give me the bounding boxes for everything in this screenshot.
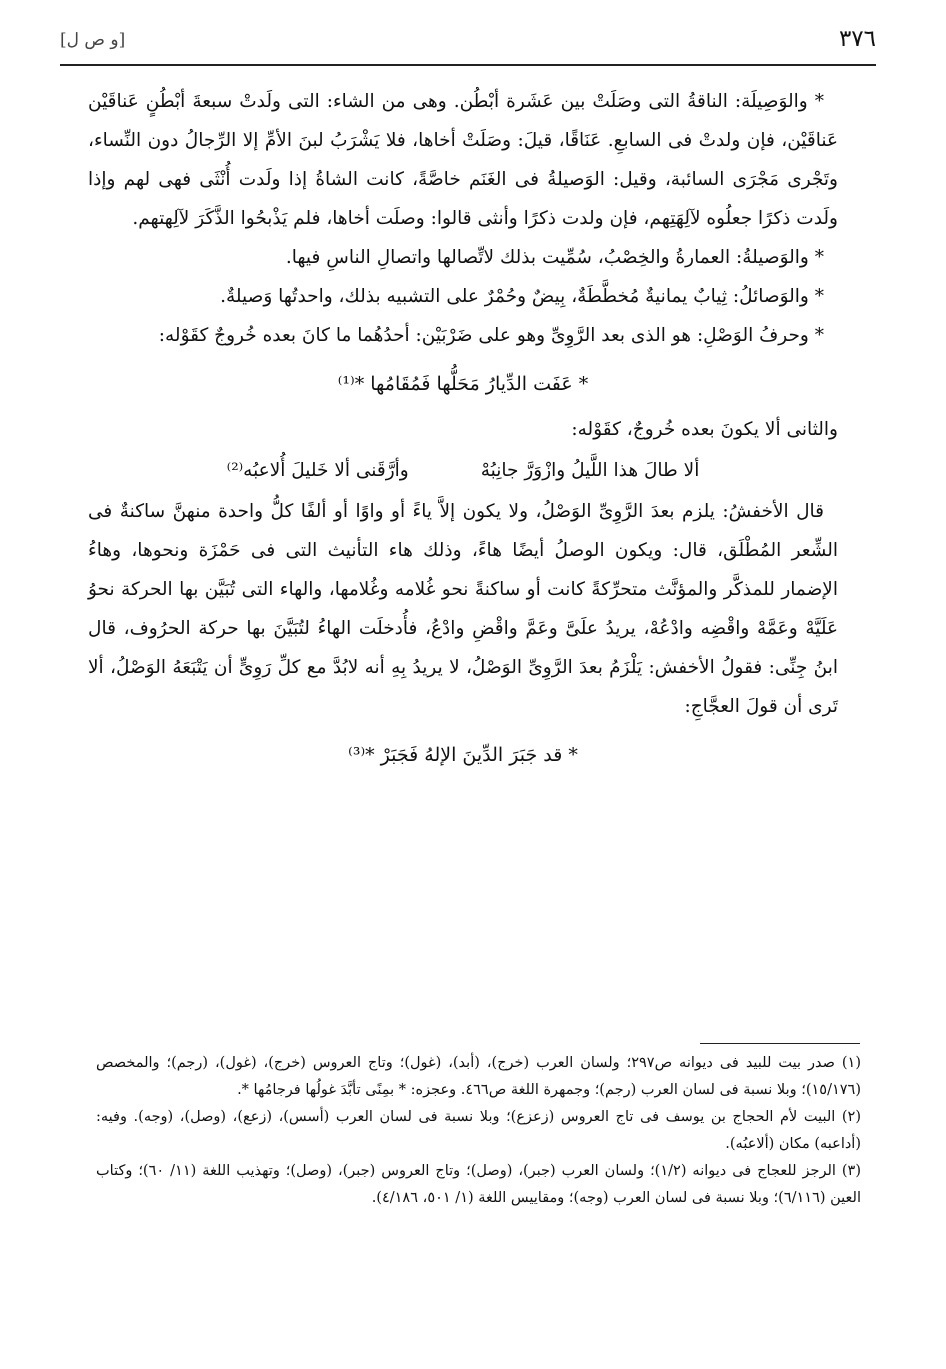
entry-wasila-fertility: * والوَصيلةُ: العمارةُ والخِصْبُ، سُمِّيت بذلك لاتِّصالها واتصالِ الناسِ فيها. bbox=[285, 247, 824, 268]
verse-2 bbox=[88, 451, 838, 490]
header-rule bbox=[60, 64, 876, 66]
footnotes bbox=[96, 1050, 861, 1212]
footnote-rule bbox=[700, 1043, 860, 1044]
footnote-1: (١) صدر بيت للبيد فى ديوانه ص٢٩٧؛ ولسان العرب (خرج)، (أبد)، (غول)؛ وتاج العروس (خرج)، (غول)، (رجم)؛ والمخصص (١٥/١٧٦)؛ وبلا نسبة فى لسان العرب (رجم)؛ وجمهرة اللغة ص٤٦٦. وعجزه: * بمِنًى تأبَّدَ غولُها فرجامُها *. bbox=[96, 1055, 861, 1098]
entry-wasail-cloth: * والوَصائلُ: ثِيابٌ يمانيةٌ مُخطَّطَةٌ، بِيضٌ وحُمْرٌ على التشبيه بذلك، واحدتُها وَصيلةٌ. bbox=[220, 286, 824, 307]
main-text bbox=[88, 82, 838, 781]
entry-harf-al-wasl: * وحرفُ الوَصْلِ: هو الذى بعد الرَّوِىِّ وهو على ضَرْبَيْن: أحدُهُما ما كانَ بعده خُروجٌ كقَوْله: bbox=[158, 325, 824, 346]
page-header bbox=[60, 22, 876, 62]
footnote-2: (٢) البيت لأم الحجاج بن يوسف فى تاج العروس (زعزع)؛ وبلا نسبة فى لسان العرب (أسس)، (زعع)، (وصل)، (وجه). وفيه: (أداعبه) مكان (ألاعبُه). bbox=[96, 1109, 861, 1152]
second-type-intro: والثانى ألا يكونَ بعده خُروجٌ، كقَوْله: bbox=[571, 419, 838, 440]
verse-2-second-hemistich: وأرَّقَنى ألا خَليلَ أُلاعبُه⁽²⁾ bbox=[226, 460, 409, 481]
akhfash-paragraph: قال الأخفشُ: يلزم بعدَ الرَّوِىِّ الوَصْلُ، ولا يكون إلاَّ ياءً أو واوًا أو ألفًا كلُّ واحدة منهنَّ ساكنةٌ فى الشِّعر المُطْلَق، قال: ويكون الوصلُ أيضًا هاءً، وذلك هاء التأنيث التى فى حَمْزَة ونحوها، وهاءُ الإضمار للمذكَّر والمؤنَّث متحرِّكةً كانت أو ساكنةً نحو غُلامه وغُلامها، والهاء التى تُبَيَّن بها الحركة نحوُ عَلَيَّهْ وعَمَّهْ واقْضِه وادْعُهْ، يريدُ علَىَّ وعَمَّ واقْضِ وادْعُ، فأُدخلَت الهاءُ لتُبَيَّنَ بها حركة الحرُوف، قال ابنُ جِنِّى: فقولُ الأخفش: يَلْزَمُ بعدَ الرَّوِىِّ الوَصْلُ، لا يريدُ بِهِ أنه لابُدَّ مع كلِّ رَوِىٍّ أن يَتْبَعَهُ الوَصْلُ، ألا تَرى أن قولَ العجَّاجِ: bbox=[88, 501, 838, 717]
footnote-3: (٣) الرجز للعجاج فى ديوانه (١/٢)؛ ولسان العرب (جبر)، (وصل)؛ وتاج العروس (جبر)، (وصل)؛ وتهذيب اللغة (١١/ ٦٠)؛ وكتاب العين (٦/١١٦)؛ وبلا نسبة فى لسان العرب (وجه)؛ ومقاييس اللغة (١/ ٥٠١، ٤/١٨٦). bbox=[96, 1163, 862, 1206]
entry-wasila-camel: * والوَصِيلَة: الناقةُ التى وصَلَتْ بين عَشَرة أبْطُن. وهى من الشاء: التى ولَدتْ سبعةَ أبْطُنٍ عَناقَيْن عَناقَيْن، فإن ولدتْ فى السابعِ. عَنَاقًا، قيلَ: وصَلَتْ أخاها، فلا يَشْرَبُ لبنَ الأمِّ إلا الرِّجالُ دون النِّساء، وتَجْرى مَجْرَى السائبة، وقيل: الوَصيلةُ فى الغَنَم خاصَّةً، كانت الشاةُ إذا ولَدت أُنْثَى فهى لهم وإذا ولَدت ذكرًا جعلُوه لآلِهَتِهم، فإن ولدت ذكرًا وأنثى قالوا: وصلَت أخاها، فلم يَذْبحُوا الذَّكَرَ لآلِهتهم. bbox=[88, 91, 838, 229]
verse-2-first-hemistich: ألا طالَ هذا اللَّيلُ وازْوَرَّ جانِبُهْ bbox=[480, 460, 700, 481]
verse-3: * قد جَبَرَ الدِّينَ الإلهُ فَجَبَرْ *⁽³⁾ bbox=[348, 744, 578, 766]
running-head: [و ص ل] bbox=[60, 30, 126, 50]
page-number: ٣٧٦ bbox=[838, 26, 876, 52]
verse-1: * عَفَت الدِّيارُ مَحَلُّها فَمُقَامُها *⁽¹⁾ bbox=[337, 373, 589, 395]
